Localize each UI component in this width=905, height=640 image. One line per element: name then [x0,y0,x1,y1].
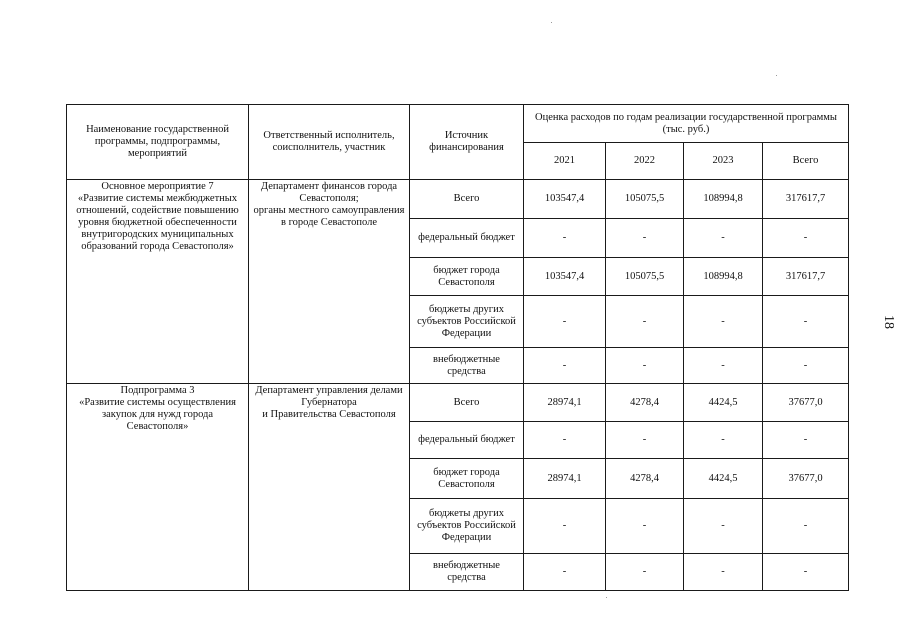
funding-source-cell: бюджеты других субъектов Российской Федерации [410,499,524,554]
value-cell: - [524,348,606,384]
header-expense-estimate: Оценка расходов по годам реализации государственной программы (тыс. руб.) [524,105,849,143]
value-cell: - [524,296,606,348]
value-cell: - [763,554,849,591]
value-cell: - [684,219,763,258]
value-cell: - [524,219,606,258]
table-header [67,105,849,180]
value-cell: - [684,348,763,384]
scan-speck [606,597,607,598]
funding-source-cell: федеральный бюджет [410,422,524,459]
value-cell: - [524,554,606,591]
value-cell: 105075,5 [606,180,684,219]
responsible-cell: Департамент управления делами Губернатора и Правительства Севастополя [249,384,410,591]
value-cell: - [606,348,684,384]
value-cell: - [684,296,763,348]
value-cell: 37677,0 [763,459,849,499]
value-cell: - [606,219,684,258]
table-body [67,180,849,591]
value-cell: - [524,499,606,554]
funding-source-cell: бюджет города Севастополя [410,258,524,296]
header-year-2022: 2022 [606,143,684,180]
value-cell: - [684,499,763,554]
value-cell: 103547,4 [524,258,606,296]
header-year-2023: 2023 [684,143,763,180]
value-cell: 103547,4 [524,180,606,219]
value-cell: - [763,348,849,384]
value-cell: - [606,554,684,591]
funding-source-cell: внебюджетные средства [410,554,524,591]
value-cell: 317617,7 [763,258,849,296]
budget-table [66,104,849,591]
table-row [67,180,849,219]
scan-speck [776,75,777,76]
value-cell: 108994,8 [684,180,763,219]
value-cell: 105075,5 [606,258,684,296]
value-cell: - [684,422,763,459]
responsible-cell: Департамент финансов города Севастополя; органы местного самоуправления в городе Севастополе [249,180,410,384]
funding-source-cell: внебюджетные средства [410,348,524,384]
value-cell: 4424,5 [684,384,763,422]
value-cell: - [684,554,763,591]
funding-source-cell: Всего [410,180,524,219]
value-cell: 317617,7 [763,180,849,219]
funding-source-cell: бюджеты других субъектов Российской Федерации [410,296,524,348]
program-name-cell: Подпрограмма 3 «Развитие системы осуществления закупок для нужд города Севастополя» [67,384,249,591]
value-cell: 28974,1 [524,459,606,499]
header-responsible: Ответственный исполнитель, соисполнитель, участник [249,105,410,180]
value-cell: 4424,5 [684,459,763,499]
header-program-name: Наименование государственной программы, подпрограммы, мероприятий [67,105,249,180]
table-row [67,384,849,422]
value-cell: - [524,422,606,459]
value-cell: - [606,422,684,459]
value-cell: 108994,8 [684,258,763,296]
value-cell: - [606,499,684,554]
scan-speck [551,22,552,23]
value-cell: - [763,219,849,258]
value-cell: - [763,499,849,554]
funding-source-cell: Всего [410,384,524,422]
header-funding-source: Источник финансирования [410,105,524,180]
program-name-cell: Основное мероприятие 7 «Развитие системы межбюджетных отношений, содействие повышению уровня бюджетной обеспеченности внутригородских муниципальных образований города Севастополя» [67,180,249,384]
value-cell: - [606,296,684,348]
value-cell: 4278,4 [606,384,684,422]
value-cell: - [763,296,849,348]
value-cell: - [763,422,849,459]
value-cell: 37677,0 [763,384,849,422]
page-number: 18 [881,315,896,329]
funding-source-cell: бюджет города Севастополя [410,459,524,499]
header-total: Всего [763,143,849,180]
header-year-2021: 2021 [524,143,606,180]
funding-source-cell: федеральный бюджет [410,219,524,258]
value-cell: 4278,4 [606,459,684,499]
value-cell: 28974,1 [524,384,606,422]
